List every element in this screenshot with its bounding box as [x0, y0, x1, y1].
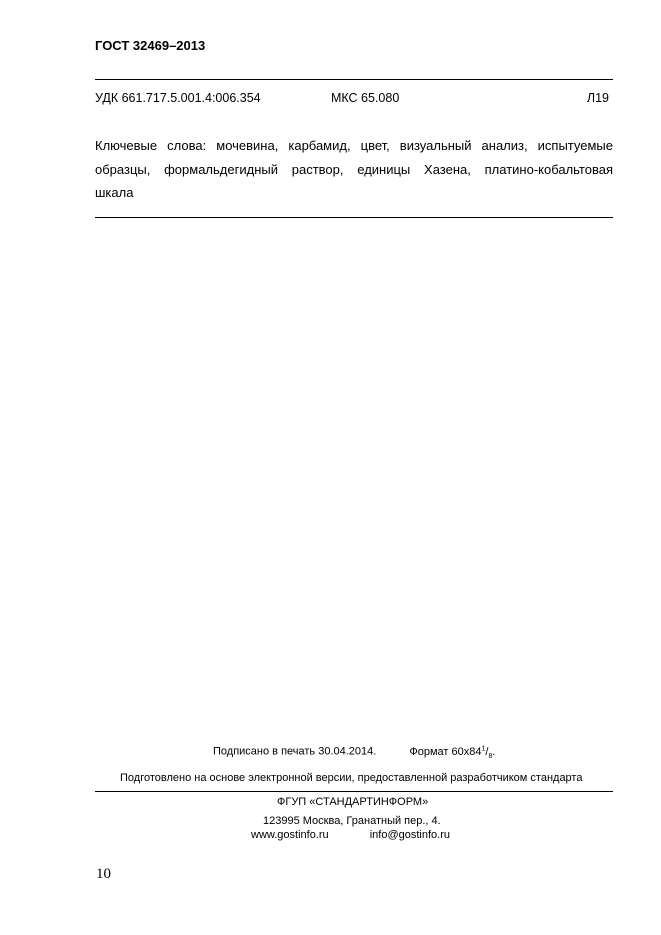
top-divider	[95, 79, 613, 80]
imprint-divider	[95, 791, 613, 792]
email-link[interactable]: info@gostinfo.ru	[369, 829, 450, 841]
page-number: 10	[96, 866, 111, 882]
keywords-paragraph	[95, 134, 613, 205]
keywords-line-3: шкала	[95, 185, 134, 200]
publisher-contacts	[251, 829, 450, 841]
classification-index-row	[95, 91, 613, 107]
udk-code: УДК 661.717.5.001.4:006.354	[95, 91, 261, 105]
standard-number-header: ГОСТ 32469–2013	[95, 38, 206, 53]
keywords-line-1: Ключевые слова: мочевина, карбамид, цвет, визуальный анализ, испытуемые	[95, 138, 613, 153]
paper-format: Формат $60х84^1/_8$.	[409, 745, 496, 760]
mks-code: МКС 65.080	[331, 91, 400, 105]
publisher-name: ФГУП «СТАНДАРТИНФОРМ»	[277, 796, 429, 808]
website-link[interactable]: www.gostinfo.ru	[251, 829, 329, 841]
signed-to-print-line	[213, 745, 495, 760]
prepared-note: Подготовлено на основе электронной версии, предоставленной разработчиком стандарта	[120, 772, 583, 784]
publisher-address: 123995 Москва, Гранатный пер., 4.	[263, 815, 441, 827]
okstu-code: Л19	[586, 91, 609, 105]
keywords-line-2: образцы, формальдегидный раствор, единицы Хазена, платино-кобальтовая	[95, 161, 613, 177]
keywords-divider	[95, 217, 613, 218]
signed-date: Подписано в печать 30.04.2014.	[213, 745, 377, 758]
